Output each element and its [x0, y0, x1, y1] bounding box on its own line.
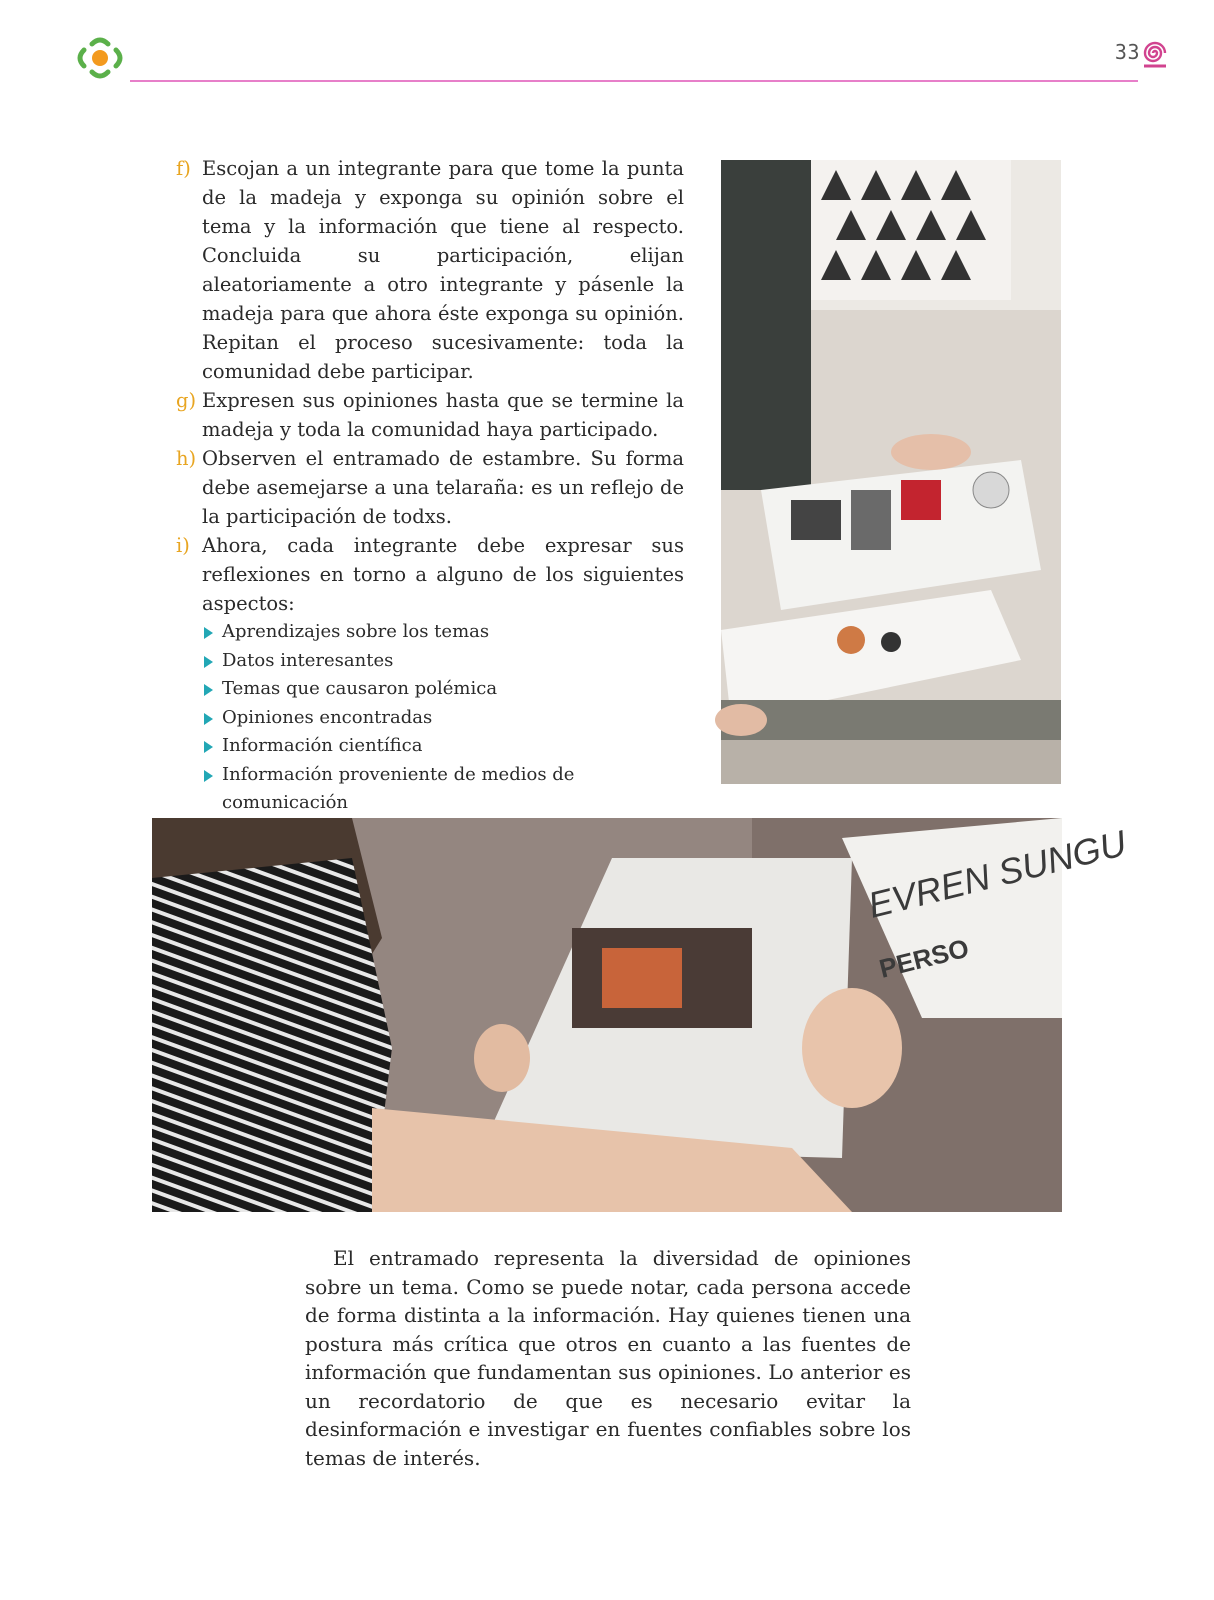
bullet-triangle-icon — [204, 713, 213, 725]
step-letter: h) — [176, 447, 197, 470]
newspaper-reading-photo — [152, 818, 1131, 1212]
page-number: 33 — [1114, 40, 1140, 64]
step-text: Observen el entramado de estambre. Su forma debe asemejarse a una telaraña: es un reflejo de la participación de todxs. — [202, 447, 684, 528]
bullet-triangle-icon — [204, 770, 213, 782]
flower-logo-icon — [72, 32, 128, 88]
step-letter: g) — [176, 389, 197, 412]
step-text: Expresen sus opiniones hasta que se termine la madeja y toda la comunidad haya participado. — [202, 389, 684, 441]
newspaper-headline: EVREN SUNGU — [864, 822, 1131, 926]
magazine-reading-photo — [721, 160, 1061, 784]
bullet-triangle-icon — [204, 656, 213, 668]
list-item: Información científica — [202, 732, 684, 761]
aspects-list — [202, 618, 684, 846]
list-item: Información proveniente de medios de comunicación — [202, 761, 684, 818]
spiral-ornament-icon — [1140, 36, 1170, 70]
step-h — [176, 444, 684, 531]
step-text: Ahora, cada integrante debe expresar sus reflexiones en torno a alguno de los siguientes aspectos: — [202, 534, 684, 615]
step-i — [176, 531, 684, 618]
list-item: Aprendizajes sobre los temas — [202, 618, 684, 647]
closing-paragraph: El entramado representa la diversidad de opiniones sobre un tema. Como se puede notar, cada persona accede de forma distinta a la información. Hay quienes tienen una postura más crítica que otros en cuanto a las fuentes de información que fundamentan sus opiniones. Lo anterior es un recordatorio de que es necesario evitar la desinformación e investigar en fuentes confiables sobre los temas de interés. — [305, 1246, 911, 1470]
list-item: Temas que causaron polémica — [202, 675, 684, 704]
list-item: Opiniones encontradas — [202, 704, 684, 733]
newspaper-subhead: PERSO — [876, 932, 972, 984]
bullet-triangle-icon — [204, 741, 213, 753]
step-f — [176, 154, 684, 386]
step-letter: f) — [176, 157, 191, 180]
activity-steps — [176, 154, 684, 846]
step-letter: i) — [176, 534, 190, 557]
header-rule — [130, 80, 1138, 82]
step-g — [176, 386, 684, 444]
bullet-triangle-icon — [204, 627, 213, 639]
bullet-triangle-icon — [204, 684, 213, 696]
list-item: Datos interesantes — [202, 647, 684, 676]
step-text: Escojan a un integrante para que tome la punta de la madeja y exponga su opinión sobre el tema y la información que tiene al respecto. Concluida su participación, elijan aleatoriamente a otro integrante y pásenle la madeja para que ahora éste exponga su opinión. Repitan el proceso sucesivamente: toda la comunidad debe participar. — [202, 157, 684, 383]
